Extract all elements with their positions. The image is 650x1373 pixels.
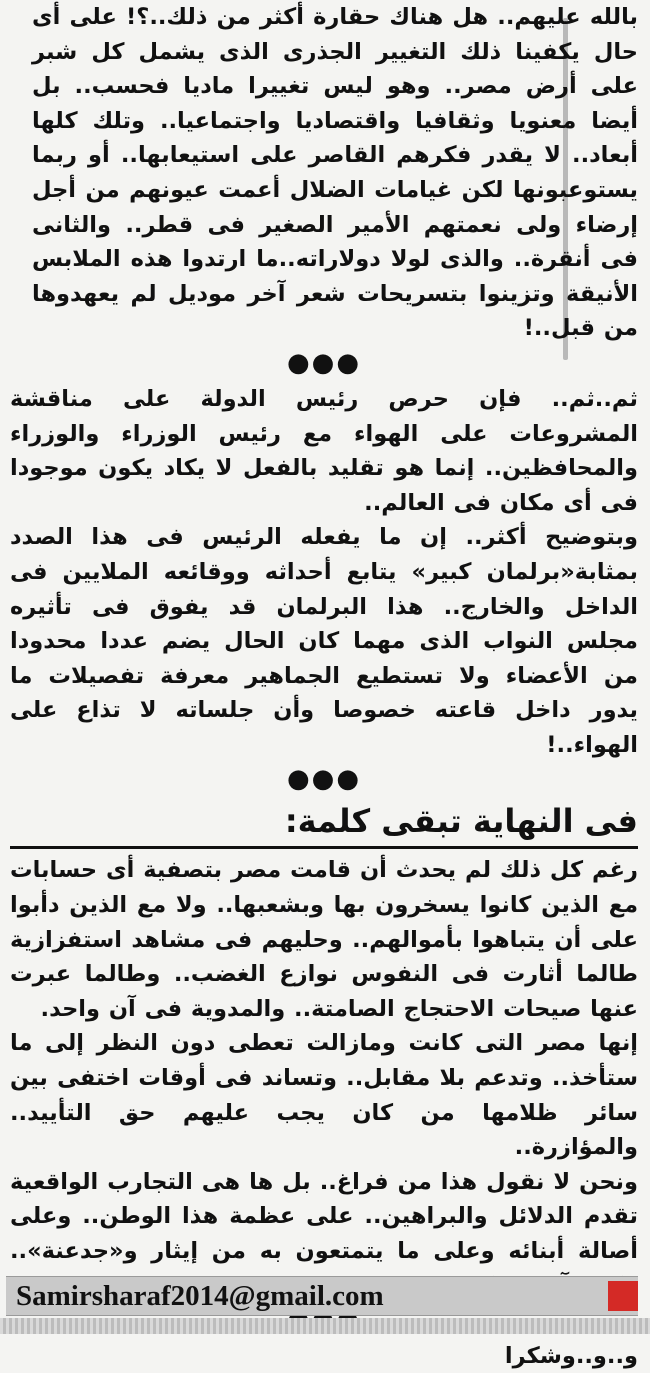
section3-paragraph-3: ونحن لا نقول هذا من فراغ.. بل ها هى التجارب الواقعية تقدم الدلائل والبراهين.. على عظمة هذا الوطن.. وعلى أصالة أبنائه وعلى ما يتمتعون به من إيثار و«جدعنة».. (10, 1168, 638, 1264)
red-square-icon (608, 1281, 638, 1311)
author-email[interactable]: Samirsharaf2014@gmail.com (16, 1280, 384, 1312)
author-footer-bar (6, 1276, 638, 1316)
section3-paragraph-1: رغم كل ذلك لم يحدث أن قامت مصر بتصفية أى حسابات مع الذين كانوا يسخرون بها وبشعبها.. ولا مع الذين دأبوا على أن يتباهوا بأموالهم.. وحليهم فى مشاهد استفزازية طالما أثارت فى النفوس نوازع الغضب.. وطالما عبرت عنها صيحات الاحتجاج الصامتة.. والمدوية فى آن واحد. (10, 857, 638, 1022)
section2-paragraph-2: وبتوضيح أكثر.. إن ما يفعله الرئيس فى هذا الصدد بمثابة«برلمان كبير» يتابع أحداثه ووقائعه الملايين فى الداخل والخارج.. هذا البرلمان قد يفوق فى تأثيره مجلس النواب الذى مهما كان الحال يضم عددا محدودا من الأعضاء ولا تستطيع الجماهير معرفة تفصيلات ما يدور داخل قاعته خصوصا وأن جلساته لا تذاع على الهواء..! (10, 524, 638, 758)
section2-paragraph-1: ثم..ثم.. فإن حرص رئيس الدولة على مناقشة المشروعات على الهواء مع رئيس الوزراء والوزراء والمحافظين.. إنما هو تقليد بالفعل لا يكاد يكون موجودا فى أى مكان فى العالم.. (10, 385, 638, 516)
section-heading: فى النهاية تبقى كلمة: (10, 800, 638, 849)
article-column (10, 0, 638, 1373)
section-separator-2: ●●● (286, 764, 362, 795)
page-bottom-edge (0, 1318, 650, 1334)
section3-paragraph-2: إنها مصر التى كانت ومازالت تعطى دون النظر إلى ما ستأخذ.. وتدعم بلا مقابل.. وتساند فى أوقات اختفى بين سائر ظلامها من كان يجب عليهم حق التأييد.. والمؤازرة.. (10, 1030, 638, 1161)
intro-paragraph: بالله عليهم.. هل هناك حقارة أكثر من ذلك..؟! على أى حال يكفينا ذلك التغيير الجذرى الذى يشمل كل شبر على أرض مصر.. وهو ليس تغييرا ماديا فحسب.. بل أيضا معنويا وثقافيا واقتصاديا واجتماعيا.. وتلك كلها أبعاد.. لا يقدر فكرهم القاصر على استيعابها.. أو ربما يستوعبونها لكن غيامات الضلال أعمت عيونهم من أجل إرضاء ولى نعمتهم الأمير الصغير فى قطر.. والثانى فى أنقرة.. والذى لولا دولاراته..ما ارتدوا هذه الملابس الأنيقة وتزينوا بتسريحات شعر آخر موديل لم يعهدوها من قبل..! (32, 4, 638, 342)
section-separator-1: ●●● (286, 347, 362, 378)
closing-line: و..و..وشكرا (504, 1343, 638, 1370)
